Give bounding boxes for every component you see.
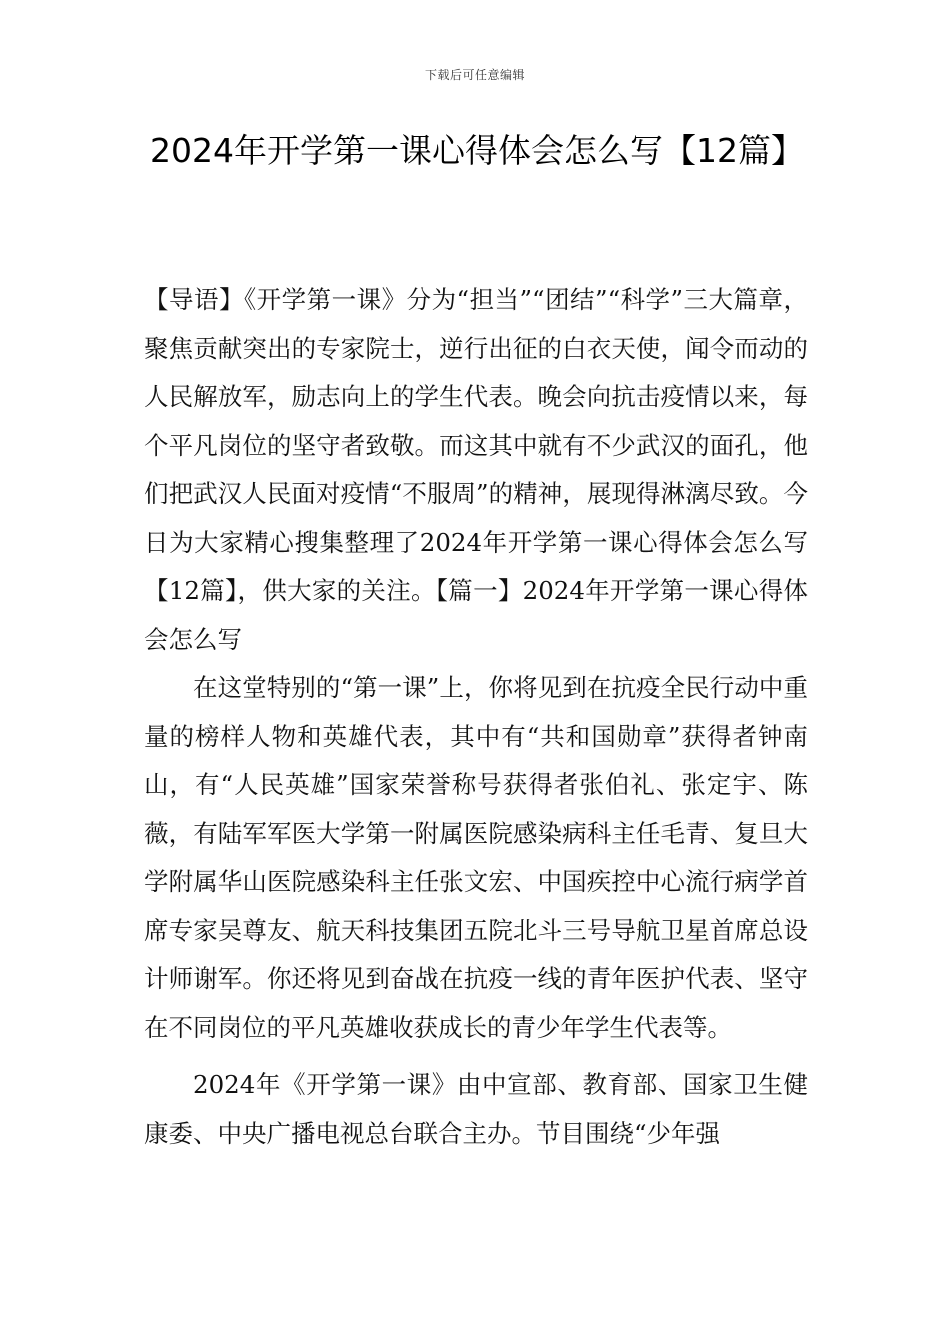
intro-paragraph: 【导语】《开学第一课》分为“担当”“团结”“科学”三大篇章，聚焦贡献突出的专家院士，逆行出征的白衣天使，闻令而动的人民解放军，励志向上的学生代表。晚会向抗击疫情以来，每个平凡岗位的坚守者致敬。而这其中就有不少武汉的面孔，他们把武汉人民面对疫情“不服周”的精神，展现得淋漓尽致。今日为大家精心搜集整理了2024年开学第一课心得体会怎么写【12篇】，供大家的关注。【篇一】2024年开学第一课心得体会怎么写 (144, 285, 808, 654)
body-paragraph: 2024年《开学第一课》由中宣部、教育部、国家卫生健康委、中央广播电视总台联合主办。节目围绕“少年强 (144, 1070, 808, 1148)
header-note: 下载后可任意编辑 (424, 68, 525, 82)
document-body (144, 276, 808, 1158)
document-title: 2024年开学第一课心得体会怎么写【12篇】 (150, 131, 804, 170)
body-paragraph: 在这堂特别的“第一课”上，你将见到在抗疫全民行动中重量的榜样人物和英雄代表，其中有“共和国勋章”获得者钟南山，有“人民英雄”国家荣誉称号获得者张伯礼、张定宇、陈薇，有陆军军医大学第一附属医院感染病科主任毛青、复旦大学附属华山医院感染科主任张文宏、中国疾控中心流行病学首席专家吴尊友、航天科技集团五院北斗三号导航卫星首席总设计师谢军。你还将见到奋战在抗疫一线的青年医护代表、坚守在不同岗位的平凡英雄收获成长的青少年学生代表等。 (144, 673, 808, 1042)
